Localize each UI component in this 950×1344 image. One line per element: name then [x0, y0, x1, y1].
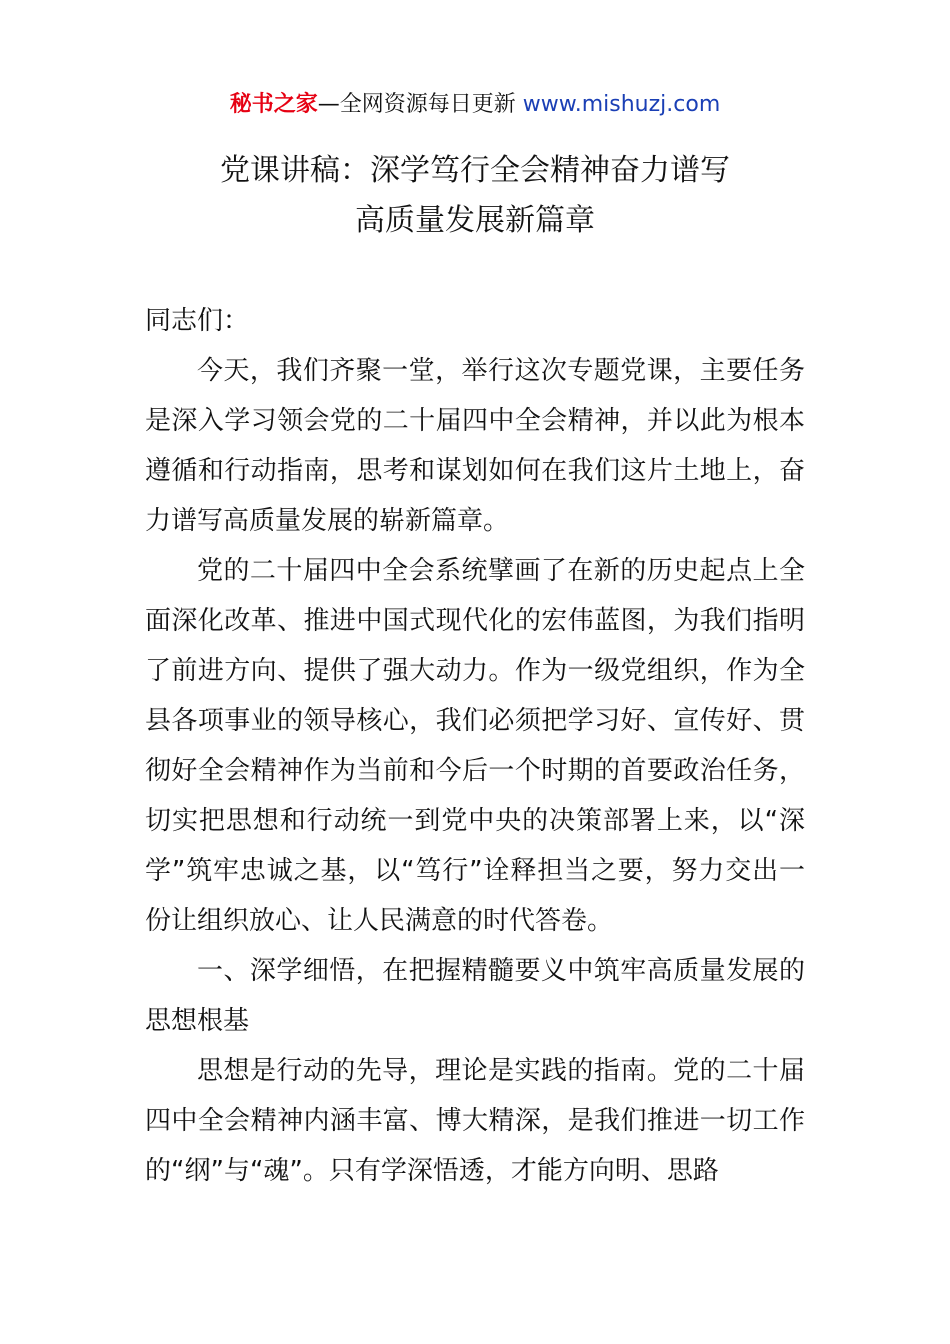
- document-body: [145, 296, 805, 1196]
- paragraph-3: 思想是行动的先导，理论是实践的指南。党的二十届四中全会精神内涵丰富、博大精深，是我们推进一切工作的“纲”与“魂”。只有学深悟透，才能方向明、思路: [145, 1056, 805, 1186]
- section-heading-1: 一、深学细悟，在把握精髓要义中筑牢高质量发展的思想根基: [145, 956, 805, 1036]
- site-tagline: —全网资源每日更新: [317, 92, 523, 117]
- site-url-link[interactable]: www.mishuzj.com: [522, 92, 721, 117]
- site-brand: 秘书之家: [229, 92, 318, 117]
- site-header: [0, 88, 950, 122]
- document-title: [0, 146, 950, 246]
- paragraph-1: 今天，我们齐聚一堂，举行这次专题党课，主要任务是深入学习领会党的二十届四中全会精神，并以此为根本遵循和行动指南，思考和谋划如何在我们这片土地上，奋力谱写高质量发展的崭新篇章。: [145, 356, 805, 536]
- greeting: 同志们：: [145, 306, 250, 336]
- title-line-2: 高质量发展新篇章: [355, 203, 595, 238]
- paragraph-2: 党的二十届四中全会系统擘画了在新的历史起点上全面深化改革、推进中国式现代化的宏伟蓝图，为我们指明了前进方向、提供了强大动力。作为一级党组织，作为全县各项事业的领导核心，我们必须把学习好、宣传好、贯彻好全会精神作为当前和今后一个时期的首要政治任务，切实把思想和行动统一到党中央的决策部署上来，以“深学”筑牢忠诚之基，以“笃行”诠释担当之要，努力交出一份让组织放心、让人民满意的时代答卷。: [145, 556, 805, 936]
- title-line-1: 党课讲稿：深学笃行全会精神奋力谱写: [220, 153, 730, 188]
